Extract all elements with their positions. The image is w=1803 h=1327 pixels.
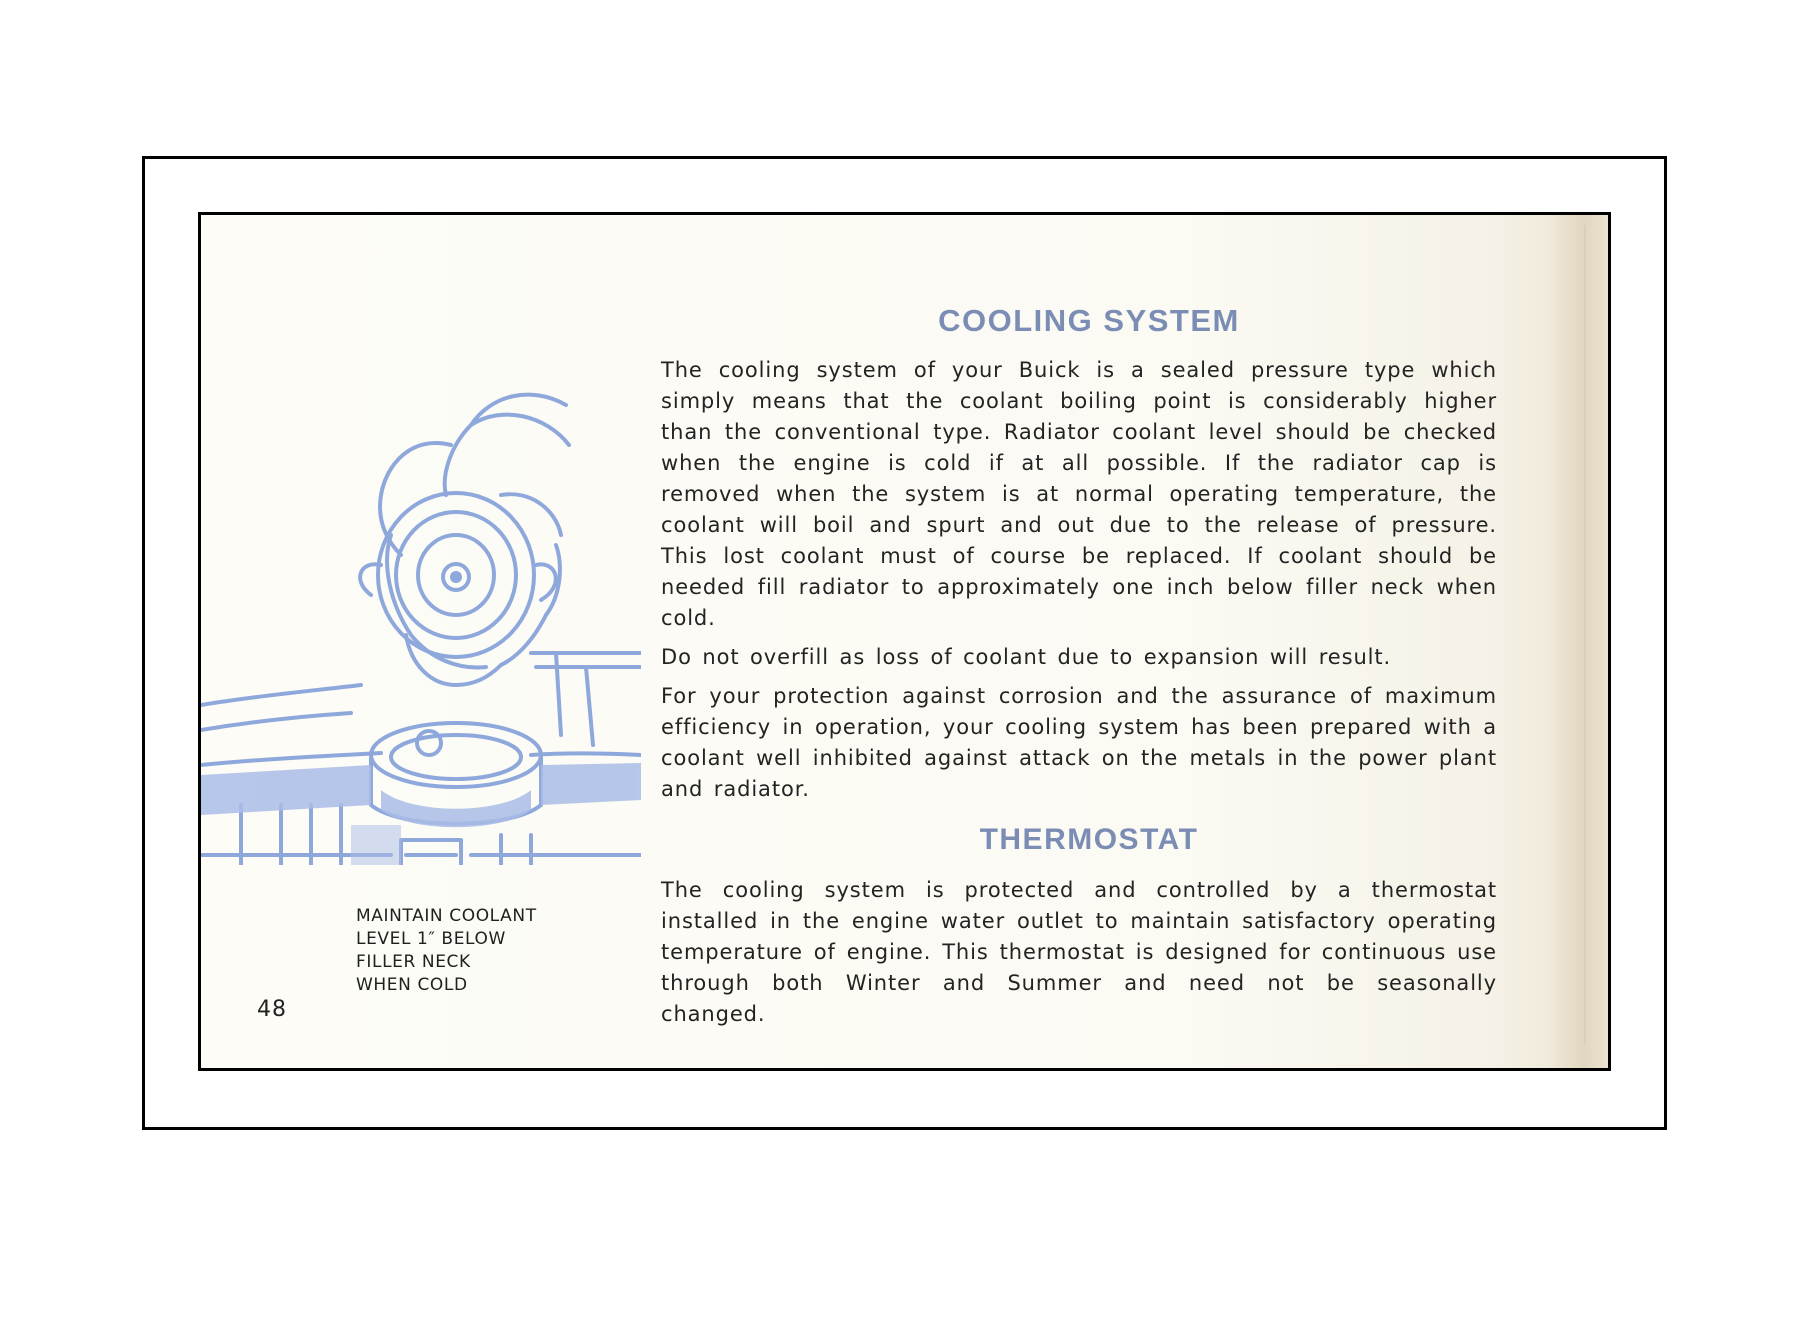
section-title-thermostat: THERMOSTAT — [979, 823, 1199, 856]
text-column — [661, 303, 1497, 1038]
caption-line: WHEN COLD — [356, 975, 468, 995]
page-gutter — [1548, 215, 1608, 1068]
paragraph: The cooling system of your Buick is a sealed pressure type which simply means that the coolant boiling point is considerably higher than the conventional type. Radiator coolant level should be checked when the engine is cold if at all possible. If the radiator cap is removed when the system is at normal operating temperature, the coolant will boil and spurt and out due to the release of pressure. This lost coolant must of course be replaced. If coolant should be needed fill radiator to approximately one inch below filler neck when cold. — [661, 358, 1497, 630]
radiator-cap-illustration-icon — [201, 385, 641, 865]
caption-line: MAINTAIN COOLANT — [356, 906, 537, 926]
paragraph: For your protection against corrosion and the assurance of maximum efficiency in operation, your cooling system has been prepared with a coolant well inhibited against attack on the metals in the power plant and radiator. — [661, 684, 1497, 801]
paragraph: The cooling system is protected and controlled by a thermostat installed in the engine water outlet to maintain satisfactory operating temperature of engine. This thermostat is designed for continuous use through both Winter and Summer and need not be seasonally changed. — [661, 878, 1497, 1026]
caption-line: LEVEL 1″ BELOW — [356, 929, 506, 949]
manual-page — [198, 212, 1611, 1071]
page-number: 48 — [257, 997, 287, 1022]
illustration-caption — [356, 905, 616, 997]
caption-line: FILLER NECK — [356, 952, 471, 972]
paragraph: Do not overfill as loss of coolant due to expansion will result. — [661, 645, 1392, 669]
section-title-cooling-system: COOLING SYSTEM — [938, 303, 1240, 338]
page-gutter-line — [1584, 225, 1586, 1044]
